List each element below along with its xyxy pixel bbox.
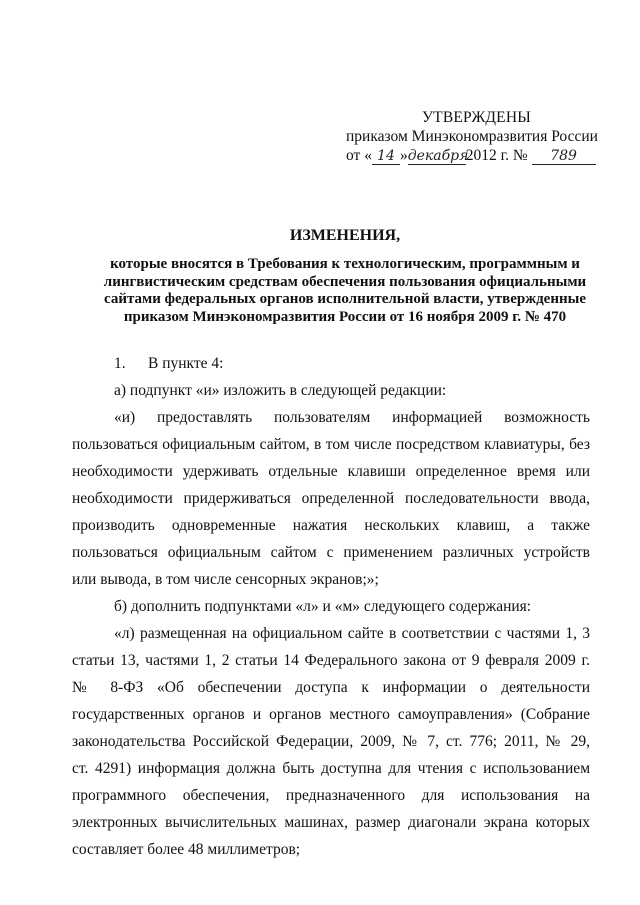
date-prefix: от « [346, 147, 372, 164]
body-line: законодательства Российской Федерации, 2009, № 7, ст. 776; 2011, № 29, [72, 733, 590, 750]
body-line: производить одновременные нажатия нескольких клавиш, а также [72, 517, 590, 534]
date-month-handwritten: декабря [407, 148, 469, 164]
body-line: «л) размещенная на официальном сайте в соответствии с частями 1, 3 [114, 625, 590, 642]
body-line: электронных вычислительных машинах, размер диагонали экрана которых [72, 814, 590, 831]
subtitle-line: приказом Минэкономразвития России от 16 ноября 2009 г. № 470 [123, 308, 567, 325]
item-text: В пункте 4: [148, 355, 224, 372]
date-day-handwritten: 14 [372, 149, 400, 165]
body-line: а) подпункт «и» изложить в следующей редакции: [114, 382, 447, 399]
body-line: необходимости удерживать отдельные клавиши определенное время или [72, 463, 590, 480]
date-mid: » [399, 147, 408, 164]
approval-date-line [340, 146, 600, 165]
heading-subtitle [80, 256, 610, 326]
body-line: государственных органов и органов местного самоуправления» (Собрание [72, 706, 590, 723]
body-line: необходимости придерживаться определенной последовательности ввода, [72, 490, 590, 507]
body-line: № 8-ФЗ «Об обеспечении доступа к информации о деятельности [72, 679, 590, 696]
date-year: 2012 г. № [465, 147, 528, 164]
body-line: составляет более 48 миллиметров; [72, 841, 301, 858]
body-line: пользоваться официальным сайтом, в том числе посредством клавиатуры, без [72, 436, 590, 453]
subtitle-line: сайтами федеральных органов исполнительной власти, утвержденные [103, 291, 586, 307]
subtitle-line: которые вносятся в Требования к технологическим, программным и [110, 256, 580, 272]
body-line: ст. 4291) информация должна быть доступна для чтения с использованием [72, 760, 590, 777]
approval-order-line: приказом Минэкономразвития России [346, 128, 598, 145]
heading-title: ИЗМЕНЕНИЯ, [289, 227, 401, 244]
approval-block [340, 108, 600, 165]
body-line: или вывода, в том числе сенсорных экранов;»; [72, 571, 379, 588]
changes-heading [80, 226, 610, 326]
item-number: 1. [114, 355, 126, 372]
body-line: б) дополнить подпунктами «л» и «м» следующего содержания: [114, 598, 532, 615]
body-line: программного обеспечения, предназначенного для использования на [72, 787, 590, 804]
body-line: статьи 13, частями 1, 2 статьи 14 Федерального закона от 9 февраля 2009 г. [72, 652, 590, 669]
order-number-handwritten: 789 [532, 149, 596, 165]
subtitle-line: лингвистическим средствам обеспечения пользования официальными [103, 273, 587, 290]
body-line: «и) предоставлять пользователям информацией возможность [114, 409, 590, 426]
body-line: пользоваться официальным сайтом с применением различных устройств [72, 544, 590, 561]
document-body [72, 350, 590, 863]
approval-title: УТВЕРЖДЕНЫ [422, 109, 531, 126]
item-1 [72, 350, 590, 377]
